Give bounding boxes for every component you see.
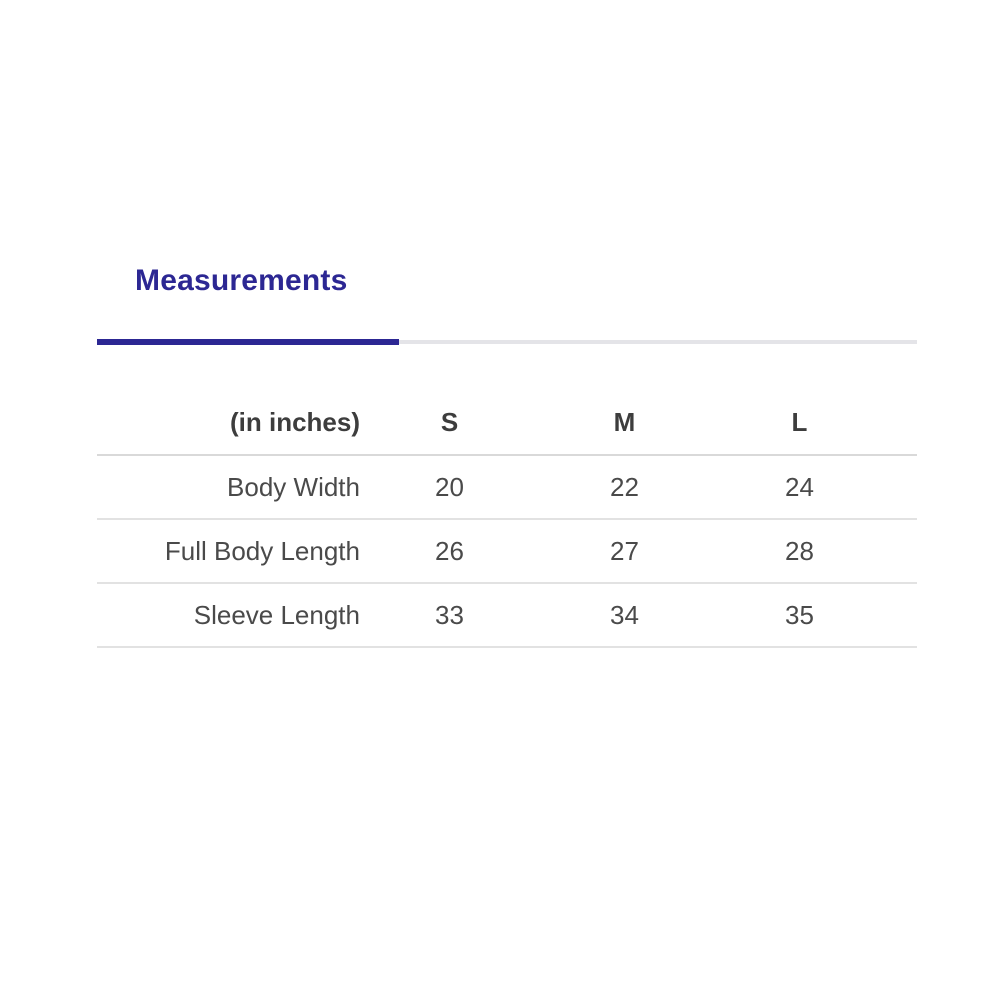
tab-rule-active-indicator: [97, 339, 399, 345]
size-header-m: M: [537, 391, 712, 455]
measurements-table: [97, 391, 917, 648]
table-row-sleeve-length: [97, 583, 917, 647]
value-cell-l: 24: [712, 455, 887, 519]
unit-header-cell: (in inches): [97, 391, 362, 455]
tab-measurements-label[interactable]: Measurements: [135, 264, 348, 297]
table-row-full-body-length: [97, 519, 917, 583]
row-label: Full Body Length: [97, 519, 362, 583]
value-cell-m: 27: [537, 519, 712, 583]
table-row-body-width: [97, 455, 917, 519]
value-cell-l: 28: [712, 519, 887, 583]
value-cell-s: 20: [362, 455, 537, 519]
row-label: Body Width: [97, 455, 362, 519]
spacer-cell: [887, 391, 917, 455]
size-header-s: S: [362, 391, 537, 455]
value-cell-s: 26: [362, 519, 537, 583]
spacer-cell: [887, 455, 917, 519]
value-cell-m: 22: [537, 455, 712, 519]
value-cell-l: 35: [712, 583, 887, 647]
spacer-cell: [887, 519, 917, 583]
size-header-l: L: [712, 391, 887, 455]
value-cell-m: 34: [537, 583, 712, 647]
table-header-row: [97, 391, 917, 455]
tab-underline-rule: [97, 339, 917, 345]
measurements-section: [97, 262, 917, 648]
value-cell-s: 33: [362, 583, 537, 647]
row-label: Sleeve Length: [97, 583, 362, 647]
spacer-cell: [887, 583, 917, 647]
tab-measurements[interactable]: [97, 262, 917, 300]
